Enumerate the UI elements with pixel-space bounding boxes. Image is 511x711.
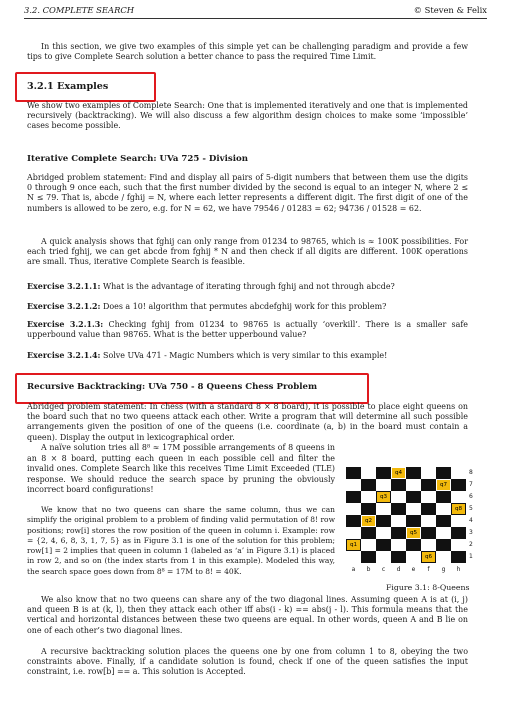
exercise-4-text: Solve UVa 471 - Magic Numbers which is very similar to this example! bbox=[103, 351, 388, 360]
board-square bbox=[421, 503, 436, 515]
board-square bbox=[406, 491, 421, 503]
board-column-label: b bbox=[366, 566, 371, 573]
exercise-2 bbox=[27, 302, 468, 312]
queen-marker: q1 bbox=[347, 540, 360, 550]
board-square bbox=[346, 491, 361, 503]
board-square bbox=[361, 491, 376, 503]
chess-board bbox=[346, 467, 473, 573]
board-row-label: 7 bbox=[469, 481, 473, 488]
board-square bbox=[361, 503, 376, 515]
exercise-3-text: Checking fghij from 01234 to 98765 is actually ‘overkill’. There is a smaller safe upperbound value than 98765. What is the better upperbound value? bbox=[27, 320, 468, 340]
board-square bbox=[421, 467, 436, 479]
exercise-3 bbox=[27, 320, 468, 340]
board-square bbox=[391, 539, 406, 551]
board-square bbox=[346, 503, 361, 515]
board-square bbox=[406, 479, 421, 491]
board-square bbox=[361, 539, 376, 551]
board-square bbox=[421, 527, 436, 539]
board-column-label: f bbox=[427, 566, 430, 573]
board-column-label: a bbox=[351, 566, 356, 573]
board-square bbox=[376, 515, 391, 527]
board-square bbox=[421, 479, 436, 491]
board-square bbox=[361, 527, 376, 539]
exercise-1-label: Exercise 3.2.1.1: bbox=[27, 282, 101, 291]
board-square bbox=[421, 491, 436, 503]
board-square bbox=[451, 515, 466, 527]
queen-marker: q6 bbox=[422, 552, 435, 562]
exercise-2-text: Does a 10! algorithm that permutes abcdefghij work for this problem? bbox=[103, 302, 387, 311]
queen-marker: q7 bbox=[437, 480, 450, 490]
recursive-paragraph-4: We also know that no two queens can share any of the two diagonal lines. Assuming queen A is at (i, j) and queen B is at (k, l), then they attack each other iff abs(i - k) == abs(j - l). This formula means that the vertical and horizontal distances between these two queens are equal. In other words, queen A and B lie on one of each other’s two diagonal lines. bbox=[27, 595, 468, 635]
board-column-label: c bbox=[381, 566, 386, 573]
board-column-label: h bbox=[456, 566, 461, 573]
board-square bbox=[346, 479, 361, 491]
board-square bbox=[406, 551, 421, 563]
board-square bbox=[406, 503, 421, 515]
board-row-label: 1 bbox=[469, 553, 473, 560]
board-square bbox=[436, 503, 451, 515]
board-square bbox=[451, 467, 466, 479]
board-square bbox=[391, 479, 406, 491]
board-square bbox=[451, 539, 466, 551]
board-square bbox=[346, 551, 361, 563]
recursive-heading: Recursive Backtracking: UVa 750 - 8 Queens Chess Problem bbox=[27, 382, 318, 392]
recursive-paragraph-5: A recursive backtracking solution places the queens one by one from column 1 to 8, obeying the two constraints above. Finally, if a candidate solution is found, check if one of the queen satisfies the input constraint, i.e. row[b] == a. This solution is Accepted. bbox=[27, 647, 468, 677]
board-square bbox=[451, 551, 466, 563]
board-square bbox=[436, 539, 451, 551]
exercise-1-text: What is the advantage of iterating through fghij and not through abcde? bbox=[103, 282, 395, 291]
board-square bbox=[346, 527, 361, 539]
recursive-paragraph-2: A naïve solution tries all 8⁸ ≈ 17M possible arrangements of 8 queens in an 8 × 8 board, putting each queen in each possible cell and filter the invalid ones. Complete Search like this receives Time Limit Exceeded (TLE) response. We should reduce the search space by pruning the obviously incorrect board configurations! bbox=[27, 443, 335, 494]
board-row-label: 6 bbox=[469, 493, 473, 500]
board-square bbox=[361, 551, 376, 563]
board-square bbox=[451, 527, 466, 539]
exercise-2-label: Exercise 3.2.1.2: bbox=[27, 302, 101, 311]
board-column-label: e bbox=[411, 566, 416, 573]
board-square bbox=[421, 515, 436, 527]
board-square bbox=[451, 479, 466, 491]
board-row-label: 8 bbox=[469, 469, 473, 476]
board-row-label: 4 bbox=[469, 517, 473, 524]
board-square bbox=[436, 491, 451, 503]
board-square bbox=[376, 551, 391, 563]
intro-paragraph: In this section, we give two examples of this simple yet can be challenging paradigm and provide a few tips to give Complete Search solution a better chance to pass the required Time Limit. bbox=[27, 42, 468, 62]
board-row-label: 5 bbox=[469, 505, 473, 512]
exercise-4 bbox=[27, 351, 468, 361]
board-square bbox=[361, 467, 376, 479]
recursive-paragraph-3: We know that no two queens can share the same column, thus we can simplify the original problem to a problem of finding valid permutation of 8! row positions; row[i] stores the row position of the queen in column i. Example: row = {2, 4, 6, 8, 3, 1, 7, 5} as in Figure 3.1 is one of the solution for this problem; row[1] = 2 implies that queen in column 1 (labeled as ‘a’ in Figure 3.1) is placed in row 2, and so on (the index starts from 1 in this example). Modeled this way, the search space goes down from 8⁸ = 17M to 8! = 40K. bbox=[27, 505, 335, 576]
board-square bbox=[346, 515, 361, 527]
board-square bbox=[361, 479, 376, 491]
board-square bbox=[376, 479, 391, 491]
board-square bbox=[376, 527, 391, 539]
recursive-paragraph-1: Abridged problem statement: In chess (with a standard 8 × 8 board), it is possible to place eight queens on the board such that no two queens attack each other. Write a program that will determine all such possible arrangements given the position of one of the queens (i.e. coordinate (a, b) in the board must contain a queen). Display the output in lexicographical order. bbox=[27, 402, 468, 442]
board-column-label: g bbox=[441, 566, 446, 573]
section-heading-examples: 3.2.1 Examples bbox=[27, 81, 109, 92]
board-square bbox=[391, 551, 406, 563]
queen-marker: q3 bbox=[377, 492, 390, 502]
board-square bbox=[406, 515, 421, 527]
running-header bbox=[24, 4, 487, 19]
board-square bbox=[391, 491, 406, 503]
queen-marker: q5 bbox=[407, 528, 420, 538]
board-square bbox=[376, 539, 391, 551]
figure-caption: Figure 3.1: 8-Queens bbox=[386, 583, 470, 592]
board-square bbox=[376, 467, 391, 479]
iterative-paragraph-2: A quick analysis shows that fghij can only range from 01234 to 98765, which is ≈ 100K possibilities. For each tried fghij, we can get abcde from fghij * N and then check if all digits are different. 100K operations are small. Thus, iterative Complete Search is feasible. bbox=[27, 237, 468, 267]
board-row-label: 2 bbox=[469, 541, 473, 548]
exercise-4-label: Exercise 3.2.1.4: bbox=[27, 351, 101, 360]
board-column-label: d bbox=[396, 566, 401, 573]
board-square bbox=[421, 539, 436, 551]
queen-marker: q4 bbox=[392, 468, 405, 478]
board-square bbox=[436, 551, 451, 563]
board-row-label: 3 bbox=[469, 529, 473, 536]
board-square bbox=[376, 503, 391, 515]
board-square bbox=[436, 467, 451, 479]
board-square bbox=[406, 467, 421, 479]
board-square bbox=[436, 527, 451, 539]
board-square bbox=[406, 539, 421, 551]
board-square bbox=[436, 515, 451, 527]
iterative-heading: Iterative Complete Search: UVa 725 - Division bbox=[27, 154, 248, 164]
iterative-paragraph-1: Abridged problem statement: Find and display all pairs of 5-digit numbers that between them use the digits 0 through 9 once each, such that the first number divided by the second is equal to an integer N, where 2 ≤ N ≤ 79. That is, abcde / fghij = N, where each letter represents a different digit. The first digit of one of the numbers is allowed to be zero, e.g. for N = 62, we have 79546 / 01283 = 62; 94736 / 01528 = 62. bbox=[27, 173, 468, 213]
board-square bbox=[391, 515, 406, 527]
board-square bbox=[346, 467, 361, 479]
header-chapter: 3.2. COMPLETE SEARCH bbox=[24, 5, 135, 15]
board-square bbox=[391, 503, 406, 515]
examples-paragraph: We show two examples of Complete Search: One that is implemented iteratively and one that is implemented recursively (backtracking). We will also discuss a few algorithm design choices to make some ‘impossible’ cases become possible. bbox=[27, 101, 468, 131]
board-square bbox=[391, 527, 406, 539]
board-square bbox=[451, 491, 466, 503]
header-author: © Steven & Felix bbox=[413, 5, 487, 15]
queen-marker: q8 bbox=[452, 504, 465, 514]
exercise-1 bbox=[27, 282, 468, 292]
exercise-3-label: Exercise 3.2.1.3: bbox=[27, 320, 104, 329]
queen-marker: q2 bbox=[362, 516, 375, 526]
